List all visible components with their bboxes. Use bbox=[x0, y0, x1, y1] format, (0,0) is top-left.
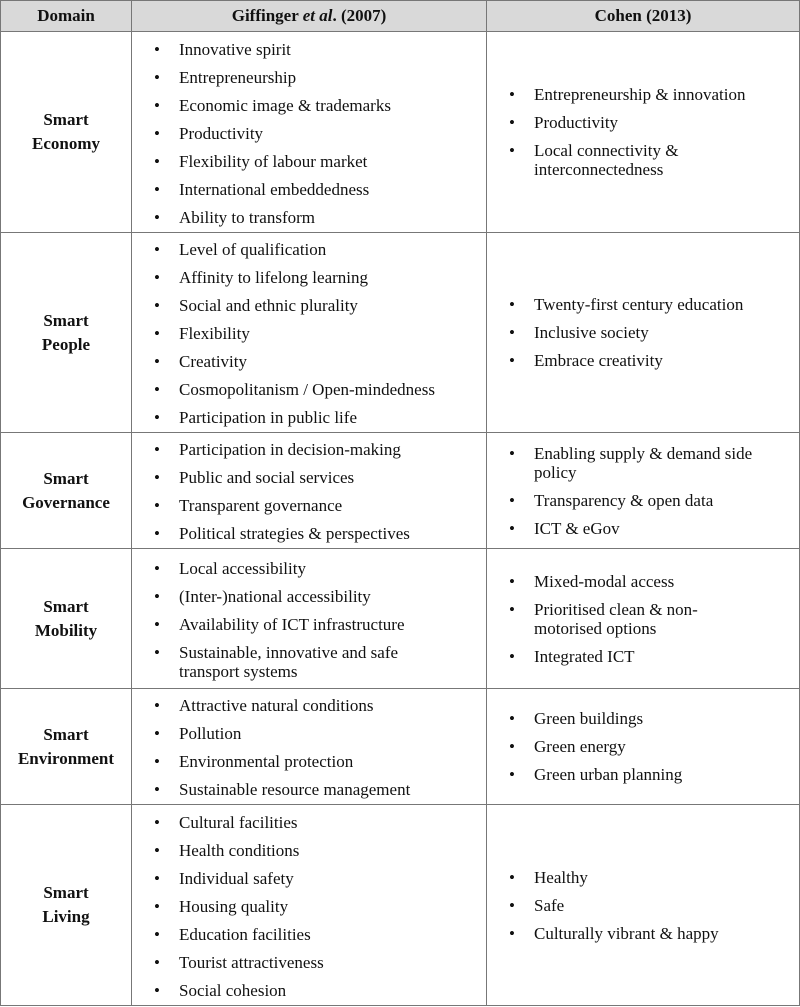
list-item: • ICT & eGov bbox=[487, 519, 799, 538]
domain-line1: Smart bbox=[43, 310, 89, 330]
giffinger-list bbox=[132, 436, 486, 545]
list-item: • Entrepreneurship & innovation bbox=[487, 85, 799, 104]
table-row bbox=[1, 32, 800, 233]
list-item: • Transparent governance bbox=[132, 496, 486, 515]
list-item: • Housing quality bbox=[132, 897, 486, 916]
list-item: • Enabling supply & demand side policy bbox=[487, 444, 799, 482]
list-item: • Social cohesion bbox=[132, 981, 486, 1000]
giffinger-list bbox=[132, 236, 486, 429]
list-item: • International embeddedness bbox=[132, 180, 486, 199]
list-item: • Healthy bbox=[487, 868, 799, 887]
domain-cell bbox=[1, 233, 132, 433]
list-item: • Twenty-first century education bbox=[487, 295, 799, 314]
cohen-list bbox=[487, 85, 799, 179]
list-item: • Attractive natural conditions bbox=[132, 696, 486, 715]
domain-line2: Environment bbox=[17, 748, 115, 768]
header-giffinger-suffix: . (2007) bbox=[332, 6, 387, 25]
domain-cell bbox=[1, 805, 132, 1006]
domain-cell bbox=[1, 32, 132, 233]
table-row bbox=[1, 233, 800, 433]
list-item: • Productivity bbox=[132, 124, 486, 143]
table-row bbox=[1, 549, 800, 689]
domain-line2: Governance bbox=[22, 492, 110, 512]
header-domain: Domain bbox=[1, 1, 132, 32]
list-item: • Integrated ICT bbox=[487, 647, 799, 666]
giffinger-cell bbox=[132, 549, 487, 689]
header-cohen: Cohen (2013) bbox=[487, 1, 800, 32]
giffinger-cell bbox=[132, 32, 487, 233]
table-row bbox=[1, 433, 800, 549]
cohen-cell bbox=[487, 433, 800, 549]
list-item: • Education facilities bbox=[132, 925, 486, 944]
list-item: • Cosmopolitanism / Open-mindedness bbox=[132, 380, 486, 399]
list-item: • Local connectivity & interconnectedness bbox=[487, 141, 799, 179]
list-item: • Pollution bbox=[132, 724, 486, 743]
list-item: • Inclusive society bbox=[487, 323, 799, 342]
giffinger-cell bbox=[132, 433, 487, 549]
list-item: • Public and social services bbox=[132, 468, 486, 487]
list-item: • Culturally vibrant & happy bbox=[487, 924, 799, 943]
list-item: • Productivity bbox=[487, 113, 799, 132]
list-item: • Green energy bbox=[487, 737, 799, 756]
cohen-list bbox=[487, 572, 799, 666]
cohen-cell bbox=[487, 233, 800, 433]
domain-cell bbox=[1, 433, 132, 549]
domain-cell bbox=[1, 689, 132, 805]
list-item: • Participation in public life bbox=[132, 408, 486, 427]
list-item: • Tourist attractiveness bbox=[132, 953, 486, 972]
table-row bbox=[1, 689, 800, 805]
giffinger-list bbox=[132, 36, 486, 229]
header-giffinger-prefix: Giffinger bbox=[231, 6, 303, 25]
list-item: • (Inter-)national accessibility bbox=[132, 587, 486, 606]
header-giffinger-etal: et al bbox=[302, 6, 333, 25]
giffinger-list bbox=[132, 692, 486, 801]
list-item: • Mixed-modal access bbox=[487, 572, 799, 591]
list-item: • Individual safety bbox=[132, 869, 486, 888]
list-item: • Creativity bbox=[132, 352, 486, 371]
list-item: • Flexibility of labour market bbox=[132, 152, 486, 171]
list-item: • Prioritised clean & non-motorised options bbox=[487, 600, 799, 638]
list-item: • Sustainable, innovative and safe transport systems bbox=[132, 643, 486, 681]
table-row bbox=[1, 805, 800, 1006]
domain-line1: Smart bbox=[43, 724, 89, 744]
list-item: • Entrepreneurship bbox=[132, 68, 486, 87]
list-item: • Transparency & open data bbox=[487, 491, 799, 510]
giffinger-list bbox=[132, 555, 486, 683]
cohen-cell bbox=[487, 549, 800, 689]
header-giffinger bbox=[132, 1, 487, 32]
list-item: • Innovative spirit bbox=[132, 40, 486, 59]
giffinger-list bbox=[132, 809, 486, 1002]
list-item: • Safe bbox=[487, 896, 799, 915]
list-item: • Participation in decision-making bbox=[132, 440, 486, 459]
domain-line1: Smart bbox=[43, 883, 89, 902]
domain-line1: Smart bbox=[43, 110, 89, 129]
list-item: • Embrace creativity bbox=[487, 351, 799, 370]
cohen-cell bbox=[487, 689, 800, 805]
list-item: • Affinity to lifelong learning bbox=[132, 268, 486, 287]
domain-line2: Mobility bbox=[34, 620, 98, 640]
list-item: • Green urban planning bbox=[487, 765, 799, 784]
list-item: • Flexibility bbox=[132, 324, 486, 343]
cohen-list bbox=[487, 444, 799, 538]
cohen-cell bbox=[487, 805, 800, 1006]
list-item: • Sustainable resource management bbox=[132, 780, 486, 799]
list-item: • Social and ethnic plurality bbox=[132, 296, 486, 315]
domain-line1: Smart bbox=[43, 468, 89, 488]
giffinger-cell bbox=[132, 805, 487, 1006]
cohen-list bbox=[487, 868, 799, 943]
list-item: • Availability of ICT infrastructure bbox=[132, 615, 486, 634]
list-item: • Ability to transform bbox=[132, 208, 486, 227]
list-item: • Level of qualification bbox=[132, 240, 486, 259]
list-item: • Green buildings bbox=[487, 709, 799, 728]
list-item: • Political strategies & perspectives bbox=[132, 524, 486, 543]
domain-cell bbox=[1, 549, 132, 689]
domain-line2: Economy bbox=[32, 134, 100, 153]
list-item: • Economic image & trademarks bbox=[132, 96, 486, 115]
cohen-list bbox=[487, 295, 799, 370]
domain-line2: People bbox=[41, 334, 91, 354]
list-item: • Environmental protection bbox=[132, 752, 486, 771]
domain-line1: Smart bbox=[43, 596, 89, 616]
cohen-list bbox=[487, 709, 799, 784]
header-row bbox=[1, 1, 800, 32]
giffinger-cell bbox=[132, 233, 487, 433]
list-item: • Local accessibility bbox=[132, 559, 486, 578]
domain-line2: Living bbox=[42, 907, 90, 926]
giffinger-cell bbox=[132, 689, 487, 805]
list-item: • Health conditions bbox=[132, 841, 486, 860]
cohen-cell bbox=[487, 32, 800, 233]
list-item: • Cultural facilities bbox=[132, 813, 486, 832]
